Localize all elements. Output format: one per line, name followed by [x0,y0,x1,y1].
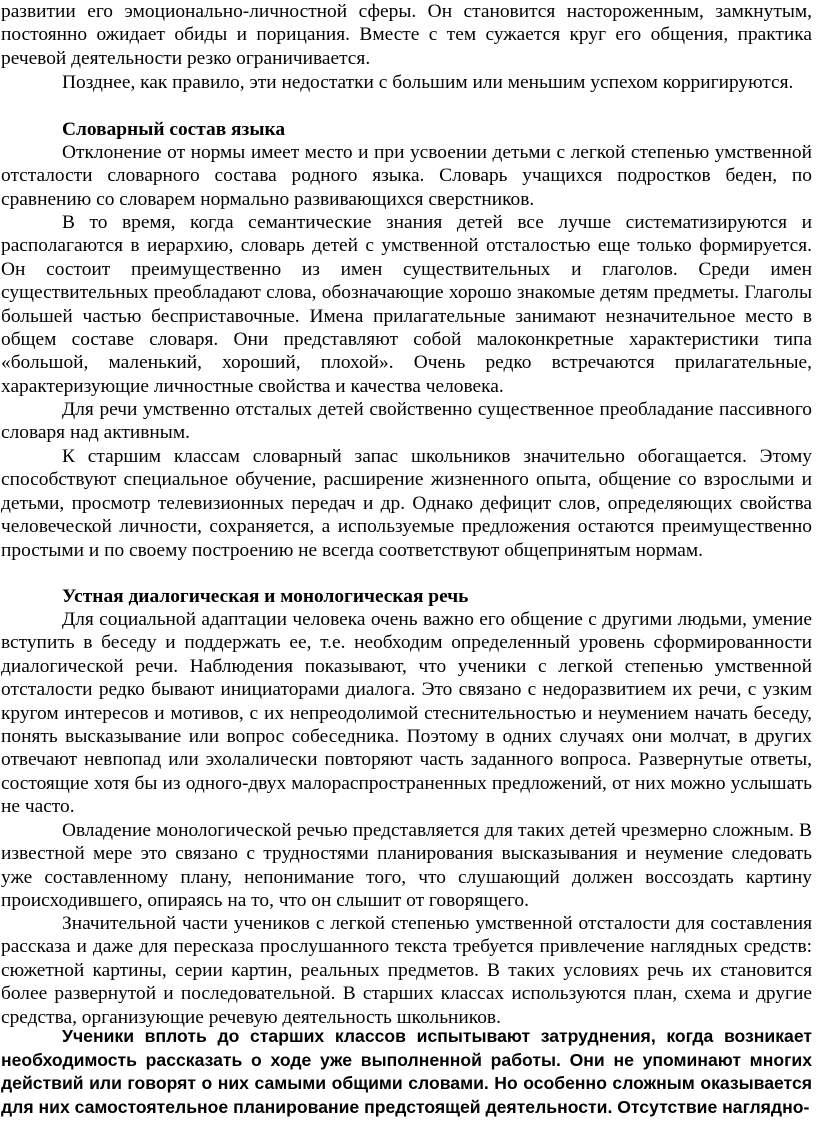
paragraph-planning-difficulties: Ученики вплоть до старших классов испытывают затруднения, когда возникает необходимость рассказать о ходе уже выполненной работы. Они не упоминают многих действий или говорят о них самыми общими словами. Но особенно сложным оказывается для них самостоятельное планирование предстоящей деятельности. Отсутствие наглядно- [1,1026,812,1117]
heading-vocabulary: Словарный состав языка [62,119,286,140]
paragraph-emotional-sphere: развитии его эмоционально-личностной сферы. Он становится настороженным, замкнутым, постоянно ожидает обиды и порицания. Вместе с тем сужается круг его общения, практика речевой деятельности резко ограничивается. [1,1,812,69]
paragraph-senior-classes: К старшим классам словарный запас школьников значительно обогащается. Этому способствуют специальное обучение, расширение жизненного опыта, общение со взрослыми и детьми, просмотр телевизионных передач и др. Однако дефицит слов, определяющих свойства человеческой личности, сохраняется, а используемые предложения остаются преимущественно простыми и по своему построению не всегда соответствуют общепринятым нормам. [1,446,812,561]
paragraph-vocabulary-deviation: Отклонение от нормы имеет место и при усвоении детьми с легкой степенью умственной отсталости словарного состава родного языка. Словарь учащихся подростков беден, по сравнению со словарем нормально развивающихся сверстников. [1,142,812,210]
paragraph-visual-aids: Значительной части учеников с легкой степенью умственной отсталости для составления рассказа и даже для пересказа прослушанного текста требуется привлечение наглядных средств: сюжетной картины, серии картин, реальных предметов. В таких условиях речь их становится более развернутой и последовательной. В старших классах используются план, схема и другие средства, организующие речевую деятельность школьников. [1,913,812,1028]
paragraph-later-corrected: Позднее, как правило, эти недостатки с большим или меньшим успехом корригируются. [62,72,794,93]
paragraph-monologic-speech: Овладение монологической речью представляется для таких детей чрезмерно сложным. В известной мере это связано с трудностями планирования высказывания и неумение следовать уже составленному плану, непонимание того, что слушающий должен воссоздать картину происходившего, опираясь на то, что он слышит от говорящего. [1,820,812,912]
heading-dialogic-monologic-speech: Устная диалогическая и монологическая речь [62,586,469,607]
paragraph-social-adaptation: Для социальной адаптации человека очень важно его общение с другими людьми, умение вступить в беседу и поддержать ее, т.е. необходим определенный уровень сформированности диалогической речи. Наблюдения показывают, что ученики с легкой степенью умственной отсталости редко бывают инициаторами диалога. Это связано с недоразвитием их речи, с узким кругом интересов и мотивов, с их непреодолимой стеснительностью и неумением начать беседу, понять высказывание или вопрос собеседника. Поэтому в одних случаях они молчат, в других отвечают невпопад или эхолалически повторяют часть заданного вопроса. Развернутые ответы, состоящие хотя бы из одного-двух малораспространенных предложений, от них можно услышать не часто. [1,609,812,818]
paragraph-semantic-knowledge: В то время, когда семантические знания детей все лучше систематизируются и располагаются в иерархию, словарь детей с умственной отсталостью еще только формируется. Он состоит преимущественно из имен существительных и глаголов. Среди имен существительных преобладают слова, обозначающие хорошо знакомые детям предметы. Глаголы большей частью бесприставочные. Имена прилагательные занимают незначительное место в общем составе словаря. Они представляют собой малоконкретные характеристики типа «большой, маленький, хороший, плохой». Очень редко встречаются прилагательные, характеризующие личностные свойства и качества человека. [1,212,812,397]
paragraph-passive-vocabulary: Для речи умственно отсталых детей свойственно существенное преобладание пассивного словаря над активным. [1,399,812,444]
